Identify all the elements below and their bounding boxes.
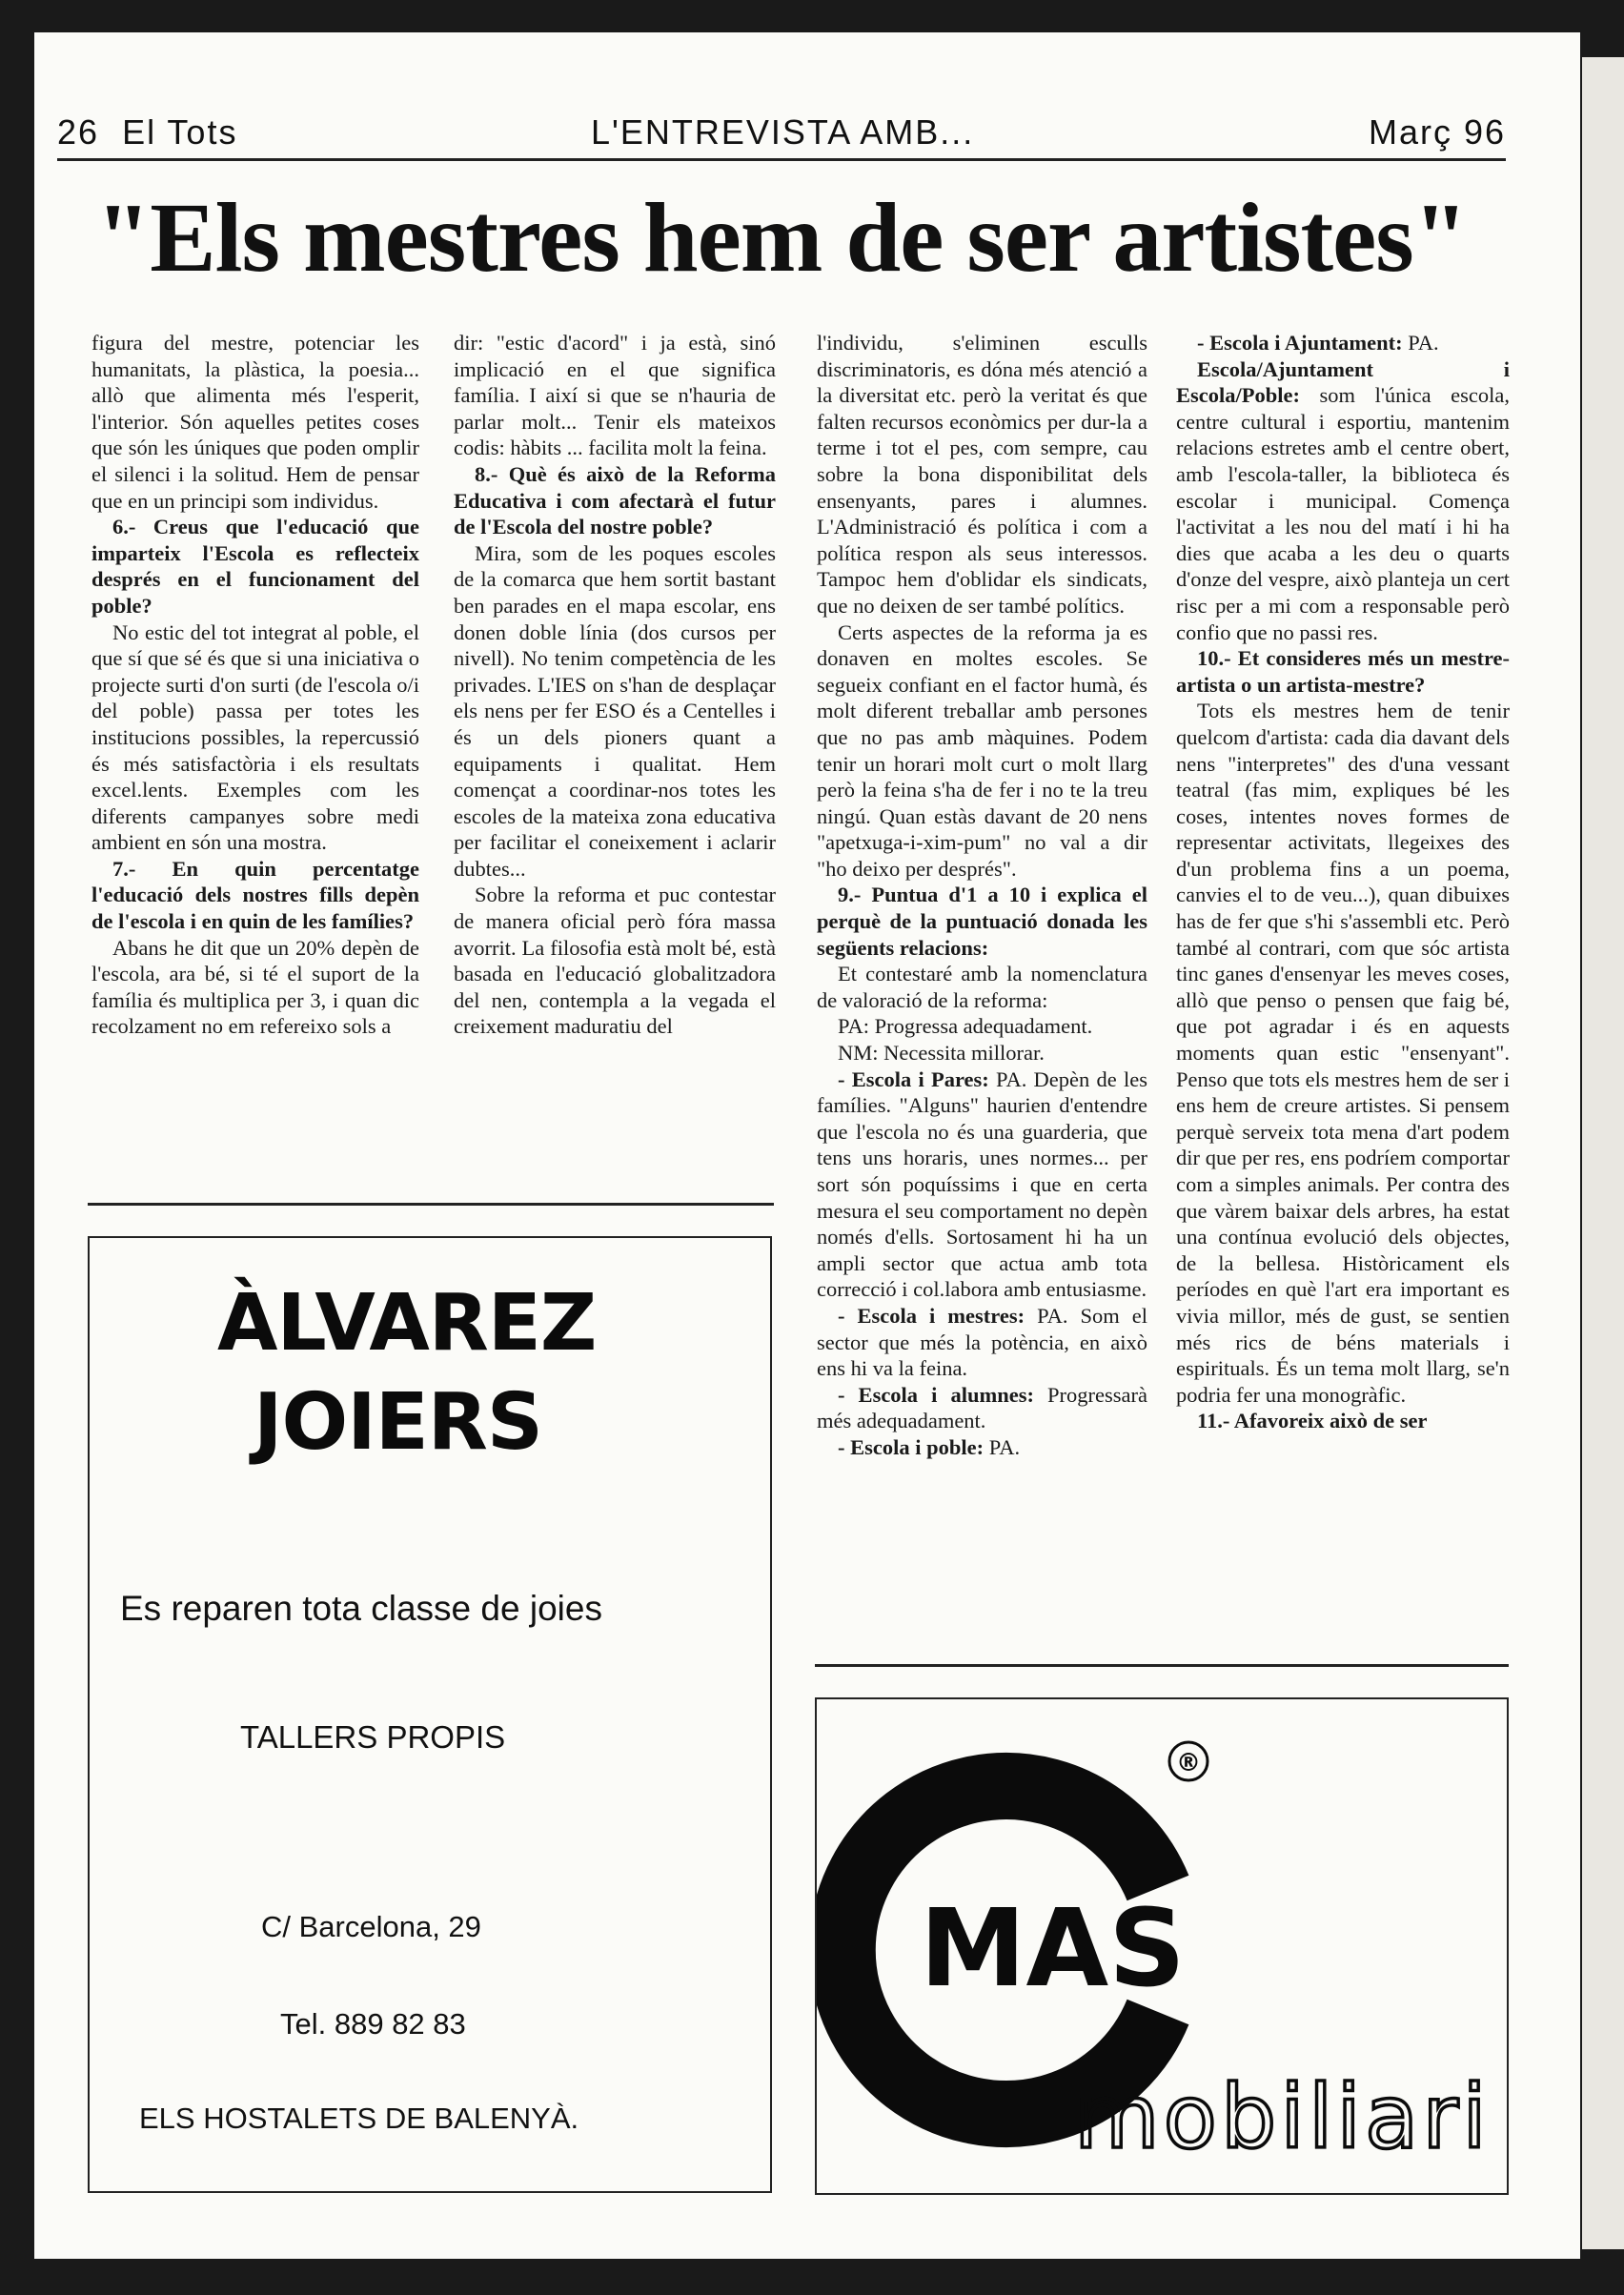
- question: 6.- Creus que l'educació que imparteix l'Escola es reflecteix després en el funcionament del poble?: [91, 515, 419, 618]
- question: 11.- Afavoreix això de ser: [1197, 1409, 1428, 1433]
- ad-tagline: Es reparen tota classe de joies: [120, 1589, 602, 1628]
- question: 9.- Puntua d'1 a 10 i explica el perquè de la puntuació donada les següents relacions:: [817, 883, 1147, 960]
- rating-text: som l'única escola, centre cultural i esportiu, mantenim relacions estretes amb el centre obert, amb l'escola-taller, la biblioteca és escolar i municipal. Comença l'activitat a les nou del matí i hi ha dies que acaba a les deu o quarts d'onze del vespre, això planteja un cert risc per a mi com a responsable però confio que no passi res.: [1176, 383, 1510, 644]
- rating-text: PA. Depèn de les famílies. "Alguns" haurien d'entendre que l'escola no és una guarderia, que tens uns horaris, unes normes... per sort són poquíssims i que en certa mesura el seu comportament no depèn només d'ells. Sortosament hi ha un ampli sector que actua amb tota correcció i col.labora amb entusiasme.: [817, 1066, 1147, 1302]
- question: 10.- Et consideres més un mestre-artista o un artista-mestre?: [1176, 646, 1510, 697]
- registered-mark: ®: [1176, 1749, 1201, 1777]
- ad-town: ELS HOSTALETS DE BALENYÀ.: [139, 2102, 579, 2135]
- article-headline: "Els mestres hem de ser artistes": [95, 183, 1468, 293]
- paragraph: No estic del tot integrat al poble, el que sí que sé és que si una iniciativa o projecte surti d'on surti (de l'escola o/i del poble) passa per totes les institucions possibles, la repercussió és més satisfactòria i els resultats excel.lents. Exemples com les diferents campanyes sobre medi ambient en són una mostra.: [91, 619, 419, 855]
- rating-text: PA. Som el sector que més la potència, en això ens hi va la feina.: [817, 1303, 1147, 1381]
- rating-label: - Escola i alumnes:: [838, 1382, 1034, 1407]
- paragraph: Tots els mestres hem de tenir quelcom d'artista: cada dia davant dels nens "interpretes" des d'una vessant teatral (fas mim, expliques bé les coses, intentes noves formes de representar activitats, llegeixes des d'un problema fins a un poema, canvies el to de veu...), quan dibuixes has de fer que s'hi s'assembli etc. Però també al contrari, com que sóc artista tinc ganes d'ensenyar les meves coses, allò que penso o pensen que faig bé, que pot agradar i és en aquests moments quan estic "ensenyant". Penso que tots els mestres hem de ser i ens hem de creure artistes. Si pensem perquè serveix tota mena d'art podem dir que per res, ens podríem comportar com a simples animals. Per contra des que vàrem baixar dels arbres, ha estat una contínua evolució dels objectes, de la bellesa. Històricament els períodes en què l'art era important es vivia millor, més de gust, se sentien més rics de béns materials i espirituals. És un tema molt llarg, se'n podria fer una monogràfic.: [1176, 699, 1510, 1407]
- rating-item: [817, 1303, 1147, 1382]
- ad-brand-line2: JOIERS: [254, 1377, 542, 1468]
- section-title: L'ENTREVISTA AMB...: [591, 112, 975, 152]
- publication-name: El Tots: [122, 112, 238, 152]
- ad-workshop: TALLERS PROPIS: [240, 1719, 506, 1755]
- paragraph: Certs aspectes de la reforma ja es donaven en moltes escoles. Se segueix confiant en el factor humà, és molt diferent treballar amb persones que no pas amb màquines. Podem tenir un horari molt curt o molt llarg però la feina s'ha de fer i no te la treu ningú. Quan estàs davant de 20 nens "apetxuga-i-xim-pum" no val a dir "ho deixo per després".: [817, 619, 1147, 881]
- article-column-3: [817, 330, 1147, 1461]
- rating-item: [817, 1382, 1147, 1434]
- paragraph: NM: Necessita millorar.: [838, 1041, 1045, 1066]
- article-column-4: [1176, 330, 1510, 1434]
- rating-label: - Escola i Ajuntament:: [1197, 331, 1403, 355]
- rating-label: Escola/Ajuntament i Escola/Poble:: [1176, 356, 1510, 408]
- rating-text: Progressarà més adequadament.: [817, 1382, 1147, 1433]
- paragraph: l'individu, s'eliminen esculls discriminatoris, es dóna més atenció a la diversitat etc. però la veritat és que falten recursos econòmics per dur-la a terme i tot el pes, com sempre, cau sobre la bona disponibilitat dels ensenyants, pares i alumnes. L'Administració és política i com a política respon als seus interessos. Tampoc hem d'oblidar els sindicats, que no deixen de ser també polítics.: [817, 331, 1147, 618]
- page-header: [57, 107, 1506, 161]
- issue-date: Març 96: [1368, 112, 1506, 152]
- page-spine: [1582, 57, 1624, 2249]
- header-left: [57, 112, 237, 152]
- rating-item: [1176, 330, 1510, 356]
- article-column-2: [454, 330, 776, 1040]
- ad-address: C/ Barcelona, 29: [261, 1910, 481, 1943]
- paragraph: Mira, som de les poques escoles de la comarca que hem sortit bastant ben parades en el mapa escolar, ens donen doble línia (dos cursos per nivell). No tenim competència de les privades. L'IES on s'han de desplaçar els nens per fer ESO és a Centelles i és un dels pioners quant a equipaments i qualitat. Hem començat a coordinar-nos totes les escoles de la mateixa zona educativa per facilitar el coneixement i aclarir dubtes...: [454, 540, 776, 881]
- rating-label: - Escola i mestres:: [838, 1303, 1025, 1328]
- paragraph: Abans he dit que un 20% depèn de l'escola, ara bé, si té el suport de la família és multiplica per 3, i quan dic recolzament no em refereixo sols a: [91, 935, 419, 1039]
- rating-text: PA.: [984, 1434, 1021, 1459]
- rating-text: PA.: [1402, 331, 1439, 355]
- ad-brand-line1: ÀLVAREZ: [217, 1278, 597, 1369]
- advertisement-alvarez-joiers: [88, 1236, 772, 2193]
- article-column-1: [91, 330, 419, 1040]
- rating-label: - Escola i poble:: [838, 1434, 985, 1459]
- paragraph: dir: "estic d'acord" i ja està, sinó implicació en el que significa família. I així si que se n'hauria de parlar molt... Tenir els mateixos codis: hàbits ... facilita molt la feina.: [454, 331, 776, 460]
- paragraph: figura del mestre, potenciar les humanitats, la plàstica, la poesia... allò que alimenta més l'esperit, l'interior. Són aquelles petites coses que són les úniques que poden omplir el silenci i la solitud. Hem de pensar que en un principi som individus.: [91, 331, 419, 513]
- column-divider-rule: [88, 1203, 774, 1206]
- rating-item: [817, 1066, 1147, 1303]
- rating-item: [817, 1434, 1147, 1461]
- ad-phone: Tel. 889 82 83: [280, 2007, 466, 2041]
- question: 8.- Què és això de la Reforma Educativa i com afectarà el futur de l'Escola del nostre poble?: [454, 461, 776, 539]
- question: 7.- En quin percentatge l'educació dels nostres fills depèn de l'escola i en quin de les famílies?: [91, 856, 419, 934]
- paragraph: Sobre la reforma et puc contestar de manera oficial però fóra massa avorrit. La filosofia està molt bé, està basada en l'educació globalitzadora del nen, contempla a la vegada el creixement maduratiu del: [454, 883, 776, 1039]
- rating-item: [1176, 356, 1510, 646]
- paragraph: PA: Progressa adequadament.: [838, 1014, 1093, 1039]
- paragraph: Et contestaré amb la nomenclatura de valoració de la reforma:: [817, 962, 1147, 1012]
- rating-label: - Escola i Pares:: [838, 1066, 989, 1091]
- mas-logo: [817, 1699, 1507, 2193]
- product-wordmark: mobiliari: [1074, 2066, 1491, 2168]
- page-number: 26: [57, 112, 100, 152]
- logo-brand-text: MAS: [920, 1887, 1186, 2011]
- advertisement-mas-mobiliari: [815, 1697, 1509, 2195]
- column-divider-rule: [815, 1664, 1509, 1667]
